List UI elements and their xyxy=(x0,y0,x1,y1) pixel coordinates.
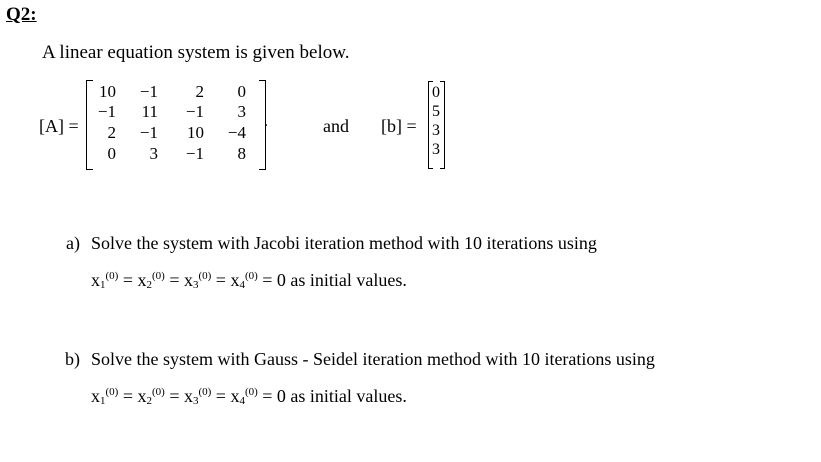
vector-b-entry: 3 xyxy=(432,122,440,139)
part-a-text: Solve the system with Jacobi iteration method with 10 iterations using xyxy=(91,233,597,253)
question-number: Q2: xyxy=(6,4,37,25)
part-a-initial-values: $x_1^{(0)} = x_2^{(0)} = x_3^{(0)} = x_4^{(0)} = 0$ as initial values. xyxy=(91,270,407,291)
part-b-text: Solve the system with Gauss - Seidel iteration method with 10 iterations using xyxy=(91,349,655,369)
matrix-a-cell: 2 xyxy=(107,123,116,142)
matrix-a-cell: 0 xyxy=(107,144,116,163)
matrix-a-cell: −1 xyxy=(139,123,158,142)
vector-b xyxy=(428,81,446,171)
vector-b-label: [b] = xyxy=(381,116,417,136)
matrix-a-cell: −1 xyxy=(97,102,116,121)
matrix-a-cell: 10 xyxy=(99,82,116,101)
matrix-a-period: . xyxy=(264,113,268,130)
part-a-label: a) xyxy=(66,233,80,253)
matrix-a-cell: 8 xyxy=(237,144,246,163)
matrix-a xyxy=(86,80,271,170)
matrix-a-cell: 10 xyxy=(187,123,204,142)
part-b-initial-values: $x_1^{(0)} = x_2^{(0)} = x_3^{(0)} = x_4^{(0)} = 0$ as initial values. xyxy=(91,386,407,407)
matrix-a-cell: −1 xyxy=(185,102,204,121)
matrix-a-label: [A] = xyxy=(39,116,79,136)
vector-b-entry: 0 xyxy=(432,84,440,101)
matrix-a-cell: 3 xyxy=(237,102,246,121)
matrix-a-cell: −1 xyxy=(185,144,204,163)
part-b-label: b) xyxy=(65,349,80,369)
vector-b-entry: 5 xyxy=(432,103,440,120)
matrix-a-cell: −4 xyxy=(227,123,246,142)
intro-text: A linear equation system is given below. xyxy=(42,42,350,63)
matrix-a-cell: 0 xyxy=(237,82,246,101)
and-connector: and xyxy=(323,116,349,136)
matrix-a-cell: 2 xyxy=(195,82,204,101)
matrix-a-cell: 11 xyxy=(141,102,158,121)
matrix-a-cell: −1 xyxy=(139,82,158,101)
vector-b-entry: 3 xyxy=(432,141,440,158)
matrix-a-cell: 3 xyxy=(149,144,158,163)
